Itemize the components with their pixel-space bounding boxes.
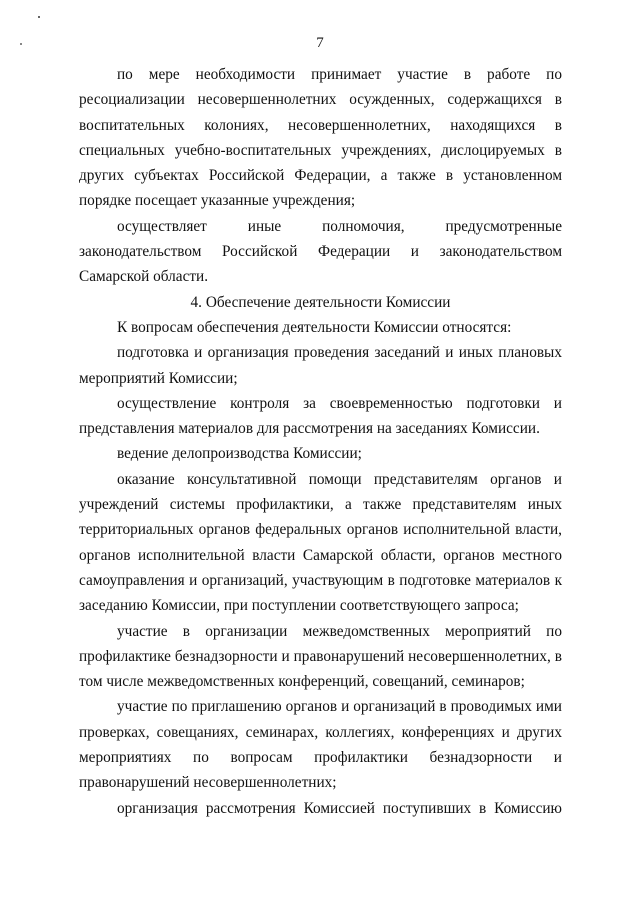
paragraph: подготовка и организация проведения заседаний и иных плановых мероприятий Комиссии;	[79, 344, 562, 387]
section-heading: 4. Обеспечение деятельности Комиссии	[190, 293, 451, 311]
paragraph: осуществление контроля за своевременностью подготовки и представления материалов для рассмотрения на заседаниях Комиссии.	[79, 394, 562, 438]
paragraph: участие по приглашению органов и организаций в проводимых ими проверках, совещаниях, семинарах, коллегиях, конференциях и других мероприятиях по вопросам профилактики безнадзорности и правонарушений несовершеннолетних;	[79, 698, 562, 792]
paragraph: осуществляет иные полномочия, предусмотренные законодательством Российской Федерации и законодательством Самарской области.	[79, 217, 562, 286]
scan-speck	[38, 16, 40, 18]
paragraph: организация рассмотрения Комиссией поступивших в Комиссию	[117, 799, 562, 817]
paragraph: по мере необходимости принимает участие в работе по ресоциализации несовершеннолетних осужденных, содержащихся в воспитательных колониях, несовершеннолетних, находящихся в специальных учебно-воспитательных учреждениях, дислоцируемых в других субъектах Российской Федерации, а также в установленном порядке посещает указанные учреждения;	[79, 66, 562, 210]
paragraph: участие в организации межведомственных мероприятий по профилактике безнадзорности и правонарушений несовершеннолетних, в том числе межведомственных конференций, совещаний, семинаров;	[79, 622, 562, 691]
paragraph: К вопросам обеспечения деятельности Комиссии относятся:	[117, 318, 512, 336]
page-number: 7	[316, 35, 324, 51]
document-body	[79, 62, 562, 821]
paragraph: оказание консультативной помощи представителям органов и учреждений системы профилактики, а также представителям иных территориальных органов федеральных органов исполнительной власти, органов исполнительной власти Самарской области, органов местного самоуправления и организаций, участвующим в подготовке материалов к заседанию Комиссии, при поступлении соответствующего запроса;	[79, 470, 562, 615]
paragraph: ведение делопроизводства Комиссии;	[117, 445, 362, 463]
